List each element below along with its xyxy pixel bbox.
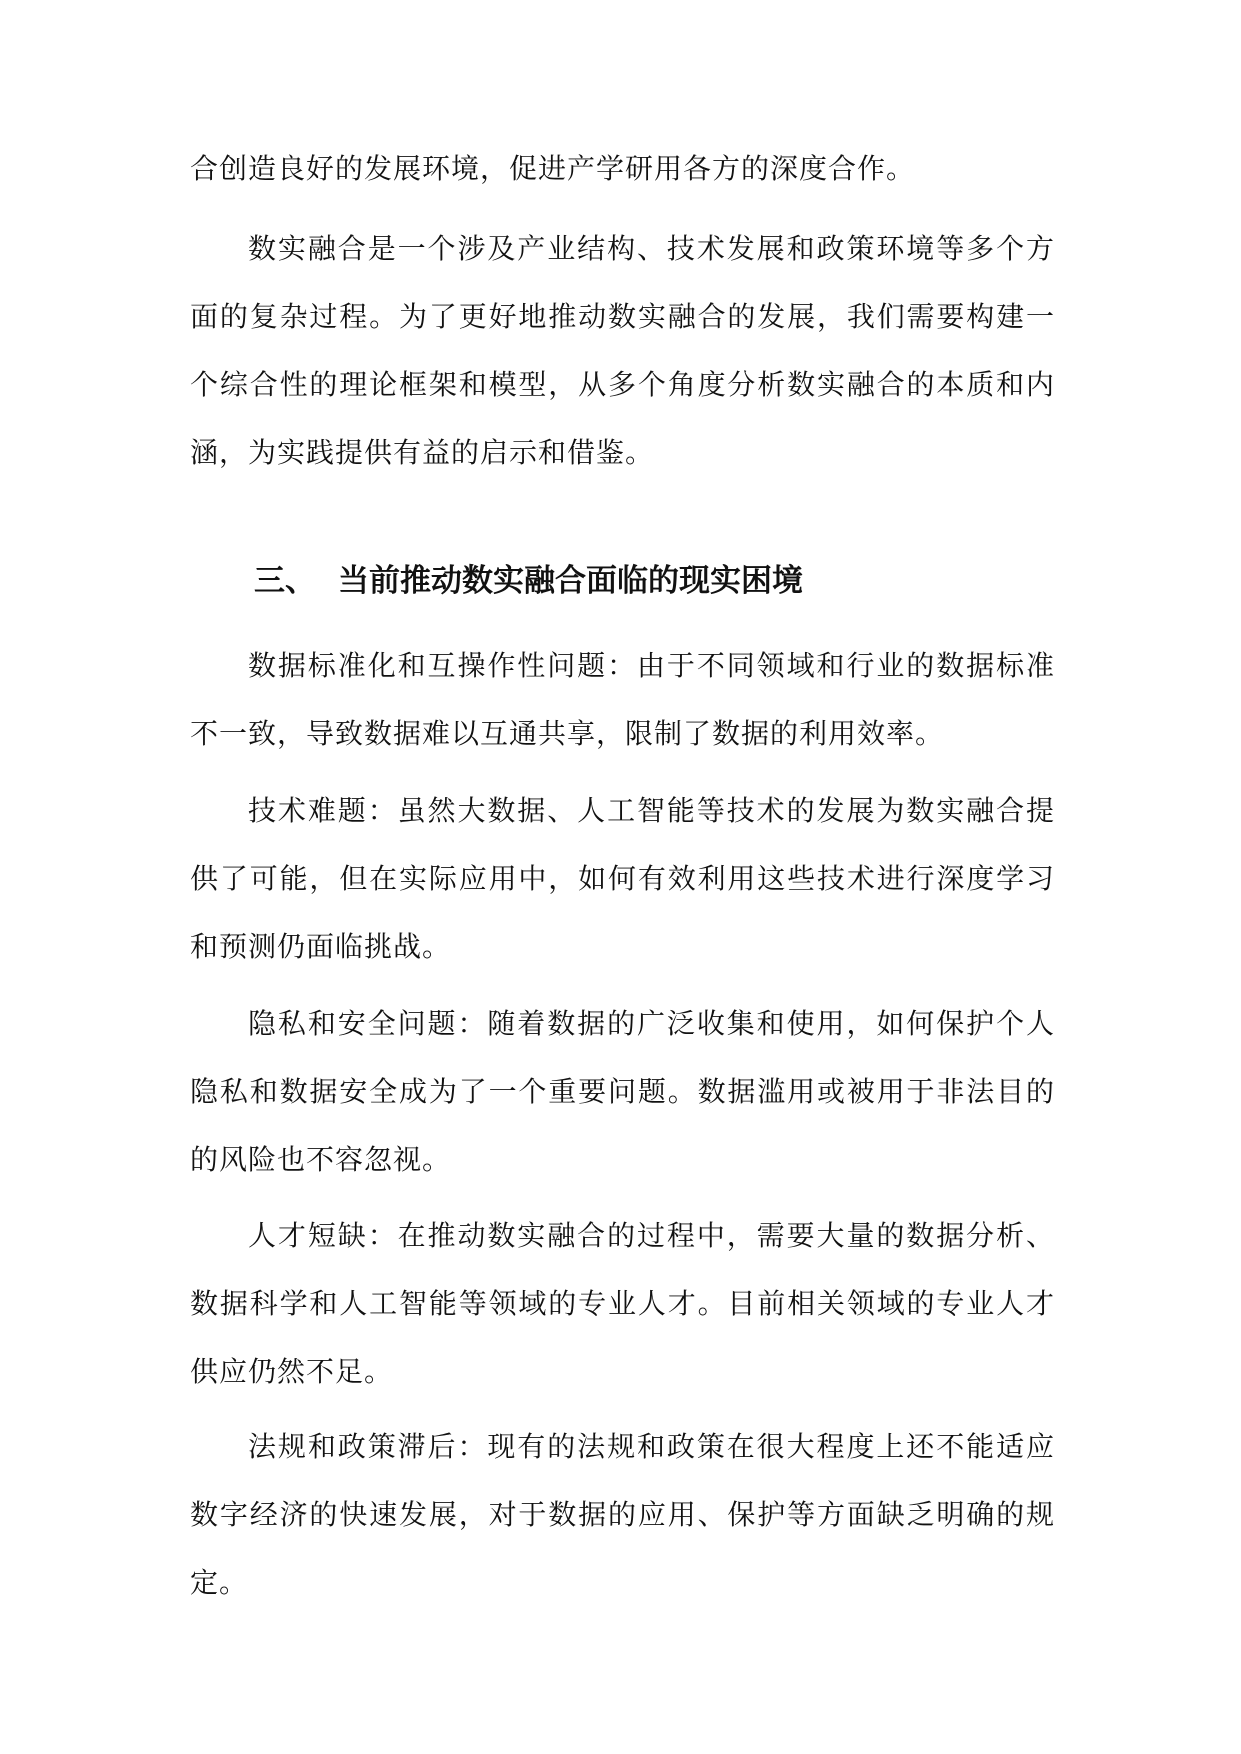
paragraph-technical-challenges: 技术难题：虽然大数据、人工智能等技术的发展为数实融合提供了可能，但在实际应用中，如何有效利用这些技术进行深度学习和预测仍面临挑战。: [190, 794, 1055, 963]
paragraph-data-standardization: 数据标准化和互操作性问题：由于不同领域和行业的数据标准不一致，导致数据难以互通共享，限制了数据的利用效率。: [190, 649, 1055, 750]
section-title: 当前推动数实融合面临的现实困境: [338, 563, 803, 599]
section-heading: [254, 555, 803, 600]
continuation-paragraph: 合创造良好的发展环境，促进产学研用各方的深度合作。: [190, 152, 916, 185]
section-number: 三、: [254, 563, 316, 599]
intro-paragraph: 数实融合是一个涉及产业结构、技术发展和政策环境等多个方面的复杂过程。为了更好地推动数实融合的发展，我们需要构建一个综合性的理论框架和模型，从多个角度分析数实融合的本质和内涵，为实践提供有益的启示和借鉴。: [190, 232, 1055, 469]
paragraph-privacy-security: 隐私和安全问题：随着数据的广泛收集和使用，如何保护个人隐私和数据安全成为了一个重要问题。数据滥用或被用于非法目的的风险也不容忽视。: [190, 1007, 1055, 1176]
paragraph-talent-shortage: 人才短缺：在推动数实融合的过程中，需要大量的数据分析、数据科学和人工智能等领域的专业人才。目前相关领域的专业人才供应仍然不足。: [190, 1219, 1055, 1388]
paragraph-regulation-lag: 法规和政策滞后：现有的法规和政策在很大程度上还不能适应数字经济的快速发展，对于数据的应用、保护等方面缺乏明确的规定。: [190, 1430, 1055, 1599]
